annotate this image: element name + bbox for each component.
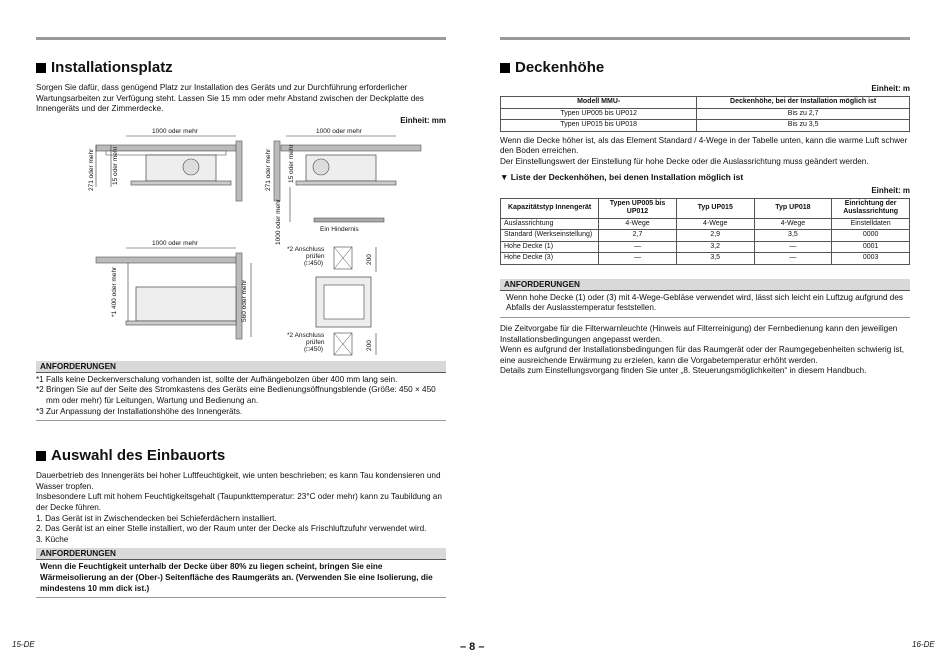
install-unit: Einheit: mm <box>400 115 446 125</box>
d3-width-label: 1000 oder mehr <box>152 239 198 247</box>
table-cell: 4-Wege <box>599 218 677 230</box>
auswahl-req-text: Wenn die Feuchtigkeit unterhalb der Decke über 80% zu liegen scheint, bringen Sie eine Wärmeisolierung an der (Ober-) Seitenfläche des Raumgeräts an. (Verwenden Sie eine Isolierung, die mindestens 10 mm dick ist.) <box>40 562 433 593</box>
d1-height-label-1: 271 oder mehr <box>88 148 95 191</box>
right-text-3: Die Zeitvorgabe für die Filterwarnleuchte (Hinweis auf Filterreinigung) der Fernbedienung kann den jeweiligen Installationsbedingungen angepasst werden. <box>500 324 898 344</box>
table-cell: Bis zu 3,5 <box>697 120 910 132</box>
auswahl-list-item-1: 1. Das Gerät ist in Zwischendecken bei Schieferdächern installiert. <box>36 513 277 523</box>
model-height-table <box>500 96 910 132</box>
table-cell: 0000 <box>832 230 910 242</box>
right-req-text: Wenn hohe Decke (1) oder (3) mit 4-Wege-Gebläse verwendet wird, lässt sich leicht ein Luftzug aufgrund des Abfalls der Auslasstemperatur feststellen. <box>506 292 903 313</box>
table-cell: — <box>754 241 832 253</box>
d2-height-label-3: 1000 oder mehr <box>275 198 282 245</box>
d1-height-label-2: 15 oder mehr <box>112 146 119 185</box>
table-row <box>501 241 910 253</box>
d2-width-label: 1000 oder mehr <box>316 127 362 135</box>
auswahl-text-1: Dauerbetrieb des Innengeräts bei hoher Luftfeuchtigkeit, wie unten beschrieben; es kann Tau kondensieren und Wasser tropfen. <box>36 471 441 491</box>
square-bullet-icon <box>36 63 46 73</box>
install-text: Sorgen Sie dafür, dass genügend Platz zur Installation des Geräts und zur Durchführung erforderlicher Wartungsarbeiten zur Verfügung steht. Lassen Sie 15 mm oder mehr Abstand zwischen der Deckplatte des Innengeräts und der Zimmerdecke. <box>36 83 424 114</box>
d2-height-label-1: 271 oder mehr <box>265 148 272 191</box>
table-header-row <box>501 97 910 109</box>
install-requirements-body <box>36 373 446 421</box>
d3-height-label-2: 560 oder mehr <box>241 279 248 322</box>
diagram-unit-3 <box>96 248 251 339</box>
install-req-item-2: *2 Bringen Sie auf der Seite des Stromkastens des Geräts eine Bedienungsöffnungsblende (Größe: 450 × 450 mm oder mehr) für Leitungen, Wartung und Bedienung an. <box>36 385 436 405</box>
install-heading <box>36 59 446 76</box>
d2-obstacle-label: Ein Hindernis <box>320 225 359 233</box>
table-cell: Einstelldaten <box>832 218 910 230</box>
install-requirements-heading: ANFORDERUNGEN <box>36 361 446 373</box>
top-rule-right <box>500 37 910 40</box>
conn1-label-c: (□450) <box>304 259 324 267</box>
deckenhoehe-title: Deckenhöhe <box>515 59 605 76</box>
table1-unit: Einheit: m <box>871 84 910 93</box>
right-text-2: Der Einstellungswert der Einstellung für hohe Decke oder die Auslassrichtung muss geändert werden. <box>500 156 869 166</box>
auswahl-heading <box>36 447 446 464</box>
installation-diagram <box>36 127 446 357</box>
table-cell: Standard (Werkseinstellung) <box>501 230 599 242</box>
dim-label-1: 200 <box>366 253 373 265</box>
table-row <box>501 230 910 242</box>
table-header-cell: Typ UP015 <box>676 198 754 218</box>
conn2-label-c: (□450) <box>304 345 324 353</box>
table-cell: Hohe Decke (1) <box>501 241 599 253</box>
conn1-label-b: prüfen <box>306 252 325 260</box>
table-cell: 0001 <box>832 241 910 253</box>
table-row <box>501 218 910 230</box>
auswahl-list-item-3: 3. Küche <box>36 534 69 544</box>
table-cell: Typen UP015 bis UP018 <box>501 120 697 132</box>
right-requirements-heading: ANFORDERUNGEN <box>500 279 910 291</box>
table-cell: — <box>599 253 677 265</box>
auswahl-requirements-body <box>36 560 446 598</box>
deckenhoehe-heading <box>500 59 910 76</box>
diagram-unit-2 <box>274 136 421 222</box>
table-header-cell: Typ UP018 <box>754 198 832 218</box>
install-title: Installationsplatz <box>51 59 173 76</box>
table-cell: 0003 <box>832 253 910 265</box>
dim-label-2: 200 <box>366 339 373 351</box>
table-header-cell: Deckenhöhe, bei der Installation möglich ist <box>697 97 910 109</box>
page-number: – 8 – <box>460 641 485 653</box>
footer-left: 15-DE <box>12 640 35 649</box>
table-cell: 4-Wege <box>676 218 754 230</box>
ceiling-height-table <box>500 198 910 265</box>
table2-unit: Einheit: m <box>871 185 910 195</box>
table-cell: Typen UP005 bis UP012 <box>501 108 697 120</box>
right-column <box>500 55 910 377</box>
install-req-item-1: *1 Falls keine Deckenverschalung vorhanden ist, sollte der Aufhängebolzen über 400 mm lang sein. <box>36 374 398 384</box>
auswahl-list-item-2: 2. Das Gerät ist an einer Stelle installiert, wo der Raum unter der Decke als Frischluftzufuhr verwendet wird. <box>36 524 427 534</box>
right-text-4: Wenn es aufgrund der Installationsbedingungen für das Raumgerät oder der Raumgegebenheiten schwierig ist, eine ausreichende Erwärmung zu erzielen, kann die Vorgabetemperatur erhöht werden. <box>500 345 905 365</box>
table-cell: — <box>754 253 832 265</box>
right-requirements-body <box>500 291 910 318</box>
top-rule-left <box>36 37 446 40</box>
table-cell: Auslassrichtung <box>501 218 599 230</box>
right-text-1: Wenn die Decke höher ist, als das Element Standard / 4-Wege in der Tabelle unten, kann die warme Luft schwer den Boden erreichen. <box>500 135 908 156</box>
table-header-cell: Modell MMU- <box>501 97 697 109</box>
table-cell: 3,5 <box>754 230 832 242</box>
table-header-cell: Kapazitätstyp Innengerät <box>501 198 599 218</box>
table-header-cell: Einrichtung der Auslassrichtung <box>832 198 910 218</box>
table-header-cell: Typen UP005 bis UP012 <box>599 198 677 218</box>
table-cell: 2,7 <box>599 230 677 242</box>
table-cell: 4-Wege <box>754 218 832 230</box>
table-cell: 3,2 <box>676 241 754 253</box>
table-cell: 3,5 <box>676 253 754 265</box>
conn1-label-a: *2 Anschluss <box>287 245 325 253</box>
table-row <box>501 108 910 120</box>
auswahl-title: Auswahl des Einbauorts <box>51 447 226 465</box>
square-bullet-icon <box>36 451 46 461</box>
conn2-label-b: prüfen <box>306 338 325 346</box>
d1-width-label: 1000 oder mehr <box>152 127 198 135</box>
square-bullet-icon <box>500 63 510 73</box>
right-text-5: Details zum Einstellungsvorgang finden Sie unter „8. Steuerungsmöglichkeiten“ in diesem Handbuch. <box>500 366 867 376</box>
d3-height-label-1: *1 400 oder mehr <box>111 266 118 317</box>
table-row <box>501 253 910 265</box>
left-column <box>36 55 446 598</box>
d2-height-label-2: 15 oder mehr <box>288 144 295 183</box>
conn2-label-a: *2 Anschluss <box>287 331 325 339</box>
footer-right: 16-DE <box>912 640 935 649</box>
table-header-row <box>501 198 910 218</box>
table-cell: Bis zu 2,7 <box>697 108 910 120</box>
table-cell: 2,9 <box>676 230 754 242</box>
table-cell: — <box>599 241 677 253</box>
auswahl-text-2: Insbesondere Luft mit hohem Feuchtigkeitsgehalt (Taupunkttemperatur: 23°C oder mehr) kann zu Taubildung an der Decke führen. <box>36 492 442 512</box>
list-title: ▼ Liste der Deckenhöhen, bei denen Installation möglich ist <box>500 172 744 183</box>
install-req-item-3: *3 Zur Anpassung der Installationshöhe des Innengeräts. <box>36 406 243 416</box>
auswahl-requirements-heading: ANFORDERUNGEN <box>36 548 446 560</box>
table-cell: Hohe Decke (3) <box>501 253 599 265</box>
table-row <box>501 120 910 132</box>
